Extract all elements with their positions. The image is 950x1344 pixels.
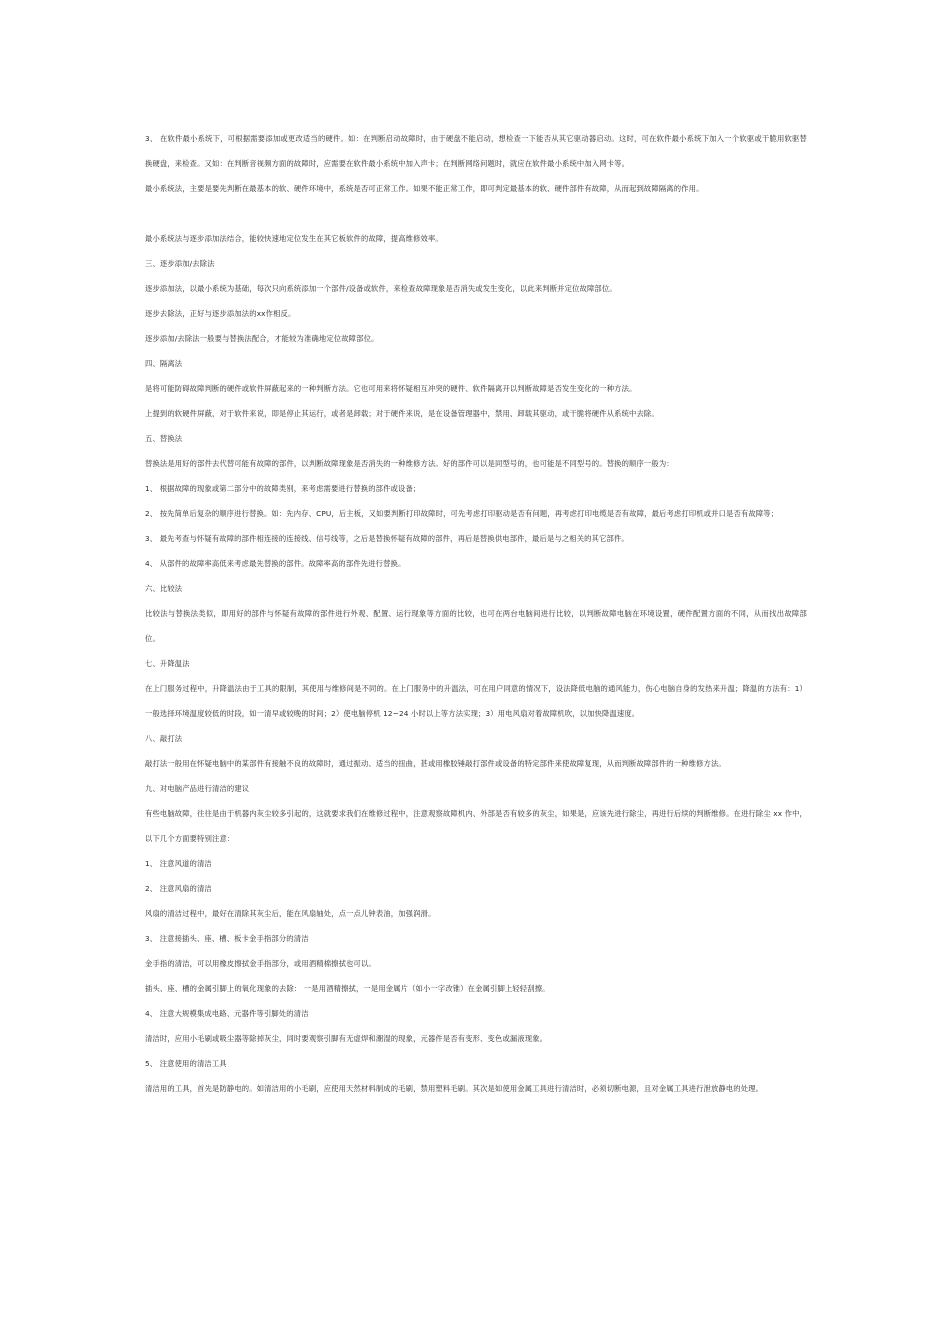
paragraph-temperature: 在上门服务过程中，升降温法由于工具的限制，其使用与维修间是不同的。在上门服务中的升温法，可在用户同意的情况下，设法降低电脑的通风能力，伤心电脑自身的发热来升温；降温的方法有：1）一般选择环境温度较低的时段，如一清早或较晚的时间；2）使电脑停机 12~24 小时以上等方法实现；3）用电风扇对着故障机吹，以加快降温速度。 — [145, 684, 807, 718]
paragraph-isolation-shielding: 上提到的软硬件屏蔽，对于软件来说，即是停止其运行，或者是卸载；对于硬件来说，是在设备管理器中，禁用、卸载其驱动，或干脆将硬件从系统中去除。 — [145, 409, 659, 418]
list-item-replacement-1: 1、 根据故障的现象或第二部分中的故障类别，来考虑需要进行替换的部件或设备； — [145, 484, 421, 493]
paragraph-minimum-system-combined: 最小系统法与逐步添加法结合，能较快速地定位发生在其它板软件的故障，提高维修效率。 — [145, 234, 443, 243]
section-heading-comparison: 六、比较法 — [145, 584, 183, 593]
paragraph-cleaning-intro: 有些电脑故障，往往是由于机器内灰尘较多引起的，这就要求我们在维修过程中，注意观察故障机内、外部是否有较多的灰尘，如果是，应该先进行除尘，再进行后续的判断维修。在进行除尘 xx 作中，以下几个方面要特别注意： — [145, 809, 807, 843]
paragraph-gap — [145, 201, 807, 226]
list-item-cleaning-2: 2、 注意风扇的清洁 — [145, 884, 212, 893]
list-item-cleaning-4: 4、 注意大规模集成电路、元器件等引脚处的清洁 — [145, 1009, 309, 1018]
section-heading-knocking: 八、敲打法 — [145, 734, 183, 743]
paragraph-cleaning-tools: 清洁用的工具，首先是防静电的。如清洁用的小毛刷，应使用天然材料制成的毛刷，禁用塑料毛刷。其次是如使用金属工具进行清洁时，必须切断电源，且对金属工具进行泄放静电的处理。 — [145, 1084, 764, 1093]
paragraph-replacement-definition: 替换法是用好的部件去代替可能有故障的部件，以判断故障现象是否消失的一种维修方法。好的部件可以是同型号的，也可能是不同型号的。替换的顺序一般为： — [145, 459, 674, 468]
list-item-replacement-3: 3、 最先考查与怀疑有故障的部件相连接的连接线、信号线等，之后是替换怀疑有故障的部件，再后是替换供电部件，最后是与之相关的其它部件。 — [145, 534, 629, 543]
paragraph-comparison: 比较法与替换法类似，即用好的部件与怀疑有故障的部件进行外观、配置、运行现象等方面的比较，也可在两台电脑间进行比较，以判断故障电脑在环境设置，硬件配置方面的不同，从而找出故障部位。 — [145, 609, 807, 643]
paragraph-fan-cleaning: 风扇的清洁过程中，最好在清除其灰尘后，能在风扇轴处，点一点儿钟表油，加强润滑。 — [145, 909, 436, 918]
paragraph-gradual-remove: 逐步去除法，正好与逐步添加法的xx作相反。 — [145, 309, 296, 318]
paragraph-ic-cleaning: 清洁时，应用小毛刷或吸尘器等除掉灰尘，同时要观察引脚有无虚焊和潮湿的现象，元器件是否有变形、变色或漏液现象。 — [145, 1034, 548, 1043]
paragraph-knocking: 敲打法一般用在怀疑电脑中的某部件有接触不良的故障时，通过振动、适当的扭曲，甚或用橡胶锤敲打部件或设备的特定部件来使故障复现，从而判断故障部件的一种维修方法。 — [145, 759, 726, 768]
document-body — [145, 126, 807, 1101]
list-item-cleaning-1: 1、 注意风道的清洁 — [145, 859, 212, 868]
section-heading-cleaning: 九、对电脑产品进行清洁的建议 — [145, 784, 250, 793]
list-item-replacement-2: 2、 按先简单后复杂的顺序进行替换。如：先内存、CPU，后主板，又如要判断打印故障时，可先考虑打印驱动是否有问题，再考虑打印电缆是否有故障，最后考虑打印机或并口是否有故障等； — [145, 509, 779, 518]
list-item-replacement-4: 4、 从部件的故障率高低来考虑最先替换的部件。故障率高的部件先进行替换。 — [145, 559, 406, 568]
paragraph-add-remove-with-replace: 逐步添加/去除法一般要与替换法配合，才能较为准确地定位故障部位。 — [145, 334, 379, 343]
list-item-cleaning-5: 5、 注意使用的清洁工具 — [145, 1059, 227, 1068]
section-heading-isolation: 四、隔离法 — [145, 359, 183, 368]
paragraph-pin-oxidation: 插头、座、槽的金属引脚上的氧化现象的去除： 一是用酒精擦拭，一是用金属片（如小一字改锥）在金属引脚上轻轻刮擦。 — [145, 984, 550, 993]
section-heading-add-remove: 三、逐步添加/去除法 — [145, 259, 215, 268]
paragraph-isolation-definition: 是将可能防碍故障判断的硬件或软件屏蔽起来的一种判断方法。它也可用来将怀疑相互冲突的硬件、软件隔离开以判断故障是否发生变化的一种方法。 — [145, 384, 637, 393]
paragraph-minimum-system-purpose: 最小系统法，主要是要先判断在最基本的软、硬件环境中，系统是否可正常工作。如果不能正常工作，即可判定最基本的软、硬件部件有故障，从而起到故障隔离的作用。 — [145, 184, 704, 193]
section-heading-replacement: 五、替换法 — [145, 434, 183, 443]
section-heading-temperature: 七、升降温法 — [145, 659, 190, 668]
paragraph-gold-finger-cleaning: 金手指的清洁，可以用橡皮擦拭金手指部分，或用酒精棉擦拭也可以。 — [145, 959, 376, 968]
list-item-cleaning-3: 3、 注意接插头、座、槽、板卡金手指部分的清洁 — [145, 934, 309, 943]
paragraph-step-3-add-hardware: 3、 在软件最小系统下，可根据需要添加或更改适当的硬件。如：在判断启动故障时，由于硬盘不能启动，想检查一下能否从其它驱动器启动。这时，可在软件最小系统下加入一个软驱或干脆用软驱替换硬盘，来检查。又如：在判断音视频方面的故障时，应需要在软件最小系统中加入声卡；在判断网络问题时，就应在软件最小系统中加入网卡等。 — [145, 134, 807, 168]
paragraph-gradual-add: 逐步添加法，以最小系统为基础，每次只向系统添加一个部件/设备或软件，来检查故障现象是否消失或发生变化，以此来判断并定位故障部位。 — [145, 284, 617, 293]
